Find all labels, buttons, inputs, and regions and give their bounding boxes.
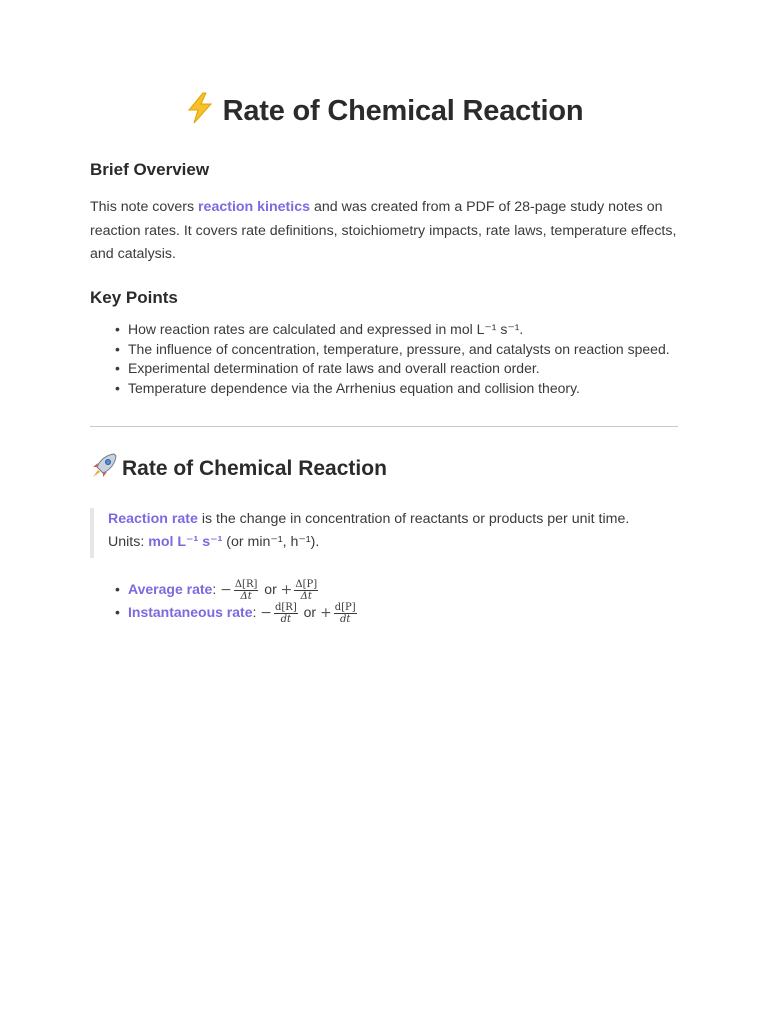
rocket-icon [90, 452, 118, 486]
list-item: • How reaction rates are calculated and expressed in mol L⁻¹ s⁻¹. [90, 320, 680, 339]
fraction-denominator: dt [280, 613, 292, 625]
units-label: Units: [108, 534, 149, 550]
minus-sign: − [260, 605, 272, 621]
fraction-denominator: dt [339, 613, 351, 625]
plus-sign: + [280, 582, 293, 598]
key-points-list [90, 320, 680, 398]
minus-sign: − [220, 582, 232, 598]
page-title [0, 92, 768, 132]
list-item: • Temperature dependence via the Arrhenius equation and collision theory. [90, 379, 680, 398]
fraction-numerator: Δ[P] [295, 578, 318, 590]
definition-blockquote [90, 508, 686, 558]
fraction-numerator: d[P] [334, 601, 356, 613]
reaction-rate-term: Reaction rate [108, 511, 198, 527]
fraction-positive [294, 579, 318, 602]
units-alt: (or min⁻¹, h⁻¹). [222, 534, 320, 550]
or-text: or [264, 581, 277, 597]
fraction-numerator: Δ[R] [234, 578, 258, 590]
fraction-denominator: Δt [240, 590, 252, 602]
key-points-heading: Key Points [90, 288, 178, 307]
fraction-numerator: d[R] [275, 601, 297, 613]
fraction-negative [234, 579, 259, 602]
section-heading-text: Rate of Chemical Reaction [122, 457, 387, 480]
rate-formulas-list [90, 578, 359, 624]
list-item: • The influence of concentration, temperature, pressure, and catalysts on reaction speed. [90, 340, 680, 359]
units-value: mol L⁻¹ s⁻¹ [148, 534, 223, 550]
page-title-text: Rate of Chemical Reaction [222, 95, 584, 127]
overview-heading: Brief Overview [90, 160, 210, 179]
section-divider [90, 426, 678, 427]
instantaneous-rate-label: Instantaneous rate [128, 604, 253, 620]
average-rate-item [90, 578, 359, 601]
fraction-denominator: Δt [300, 590, 312, 602]
reaction-kinetics-link[interactable]: reaction kinetics [198, 199, 311, 215]
definition-text: is the change in concentration of reactants or products per unit time. [197, 511, 630, 527]
section-heading [90, 452, 387, 486]
fraction-positive [334, 602, 357, 625]
lightning-icon [185, 92, 215, 132]
plus-sign: + [319, 605, 332, 621]
separator: : [252, 604, 257, 620]
overview-text-before: This note covers [90, 199, 199, 215]
fraction-negative [274, 602, 298, 625]
separator: : [212, 581, 217, 597]
average-rate-label: Average rate [128, 581, 213, 597]
overview-paragraph [90, 196, 680, 267]
instantaneous-rate-item [90, 601, 359, 624]
or-text: or [303, 604, 317, 620]
overview-text-after: and was created from a PDF of 28-page study notes on reaction rates. It covers rate definitions, stoichiometry impacts, rate laws, temperature effects, and catalysis. [90, 199, 677, 262]
list-item: • Experimental determination of rate laws and overall reaction order. [90, 359, 680, 378]
